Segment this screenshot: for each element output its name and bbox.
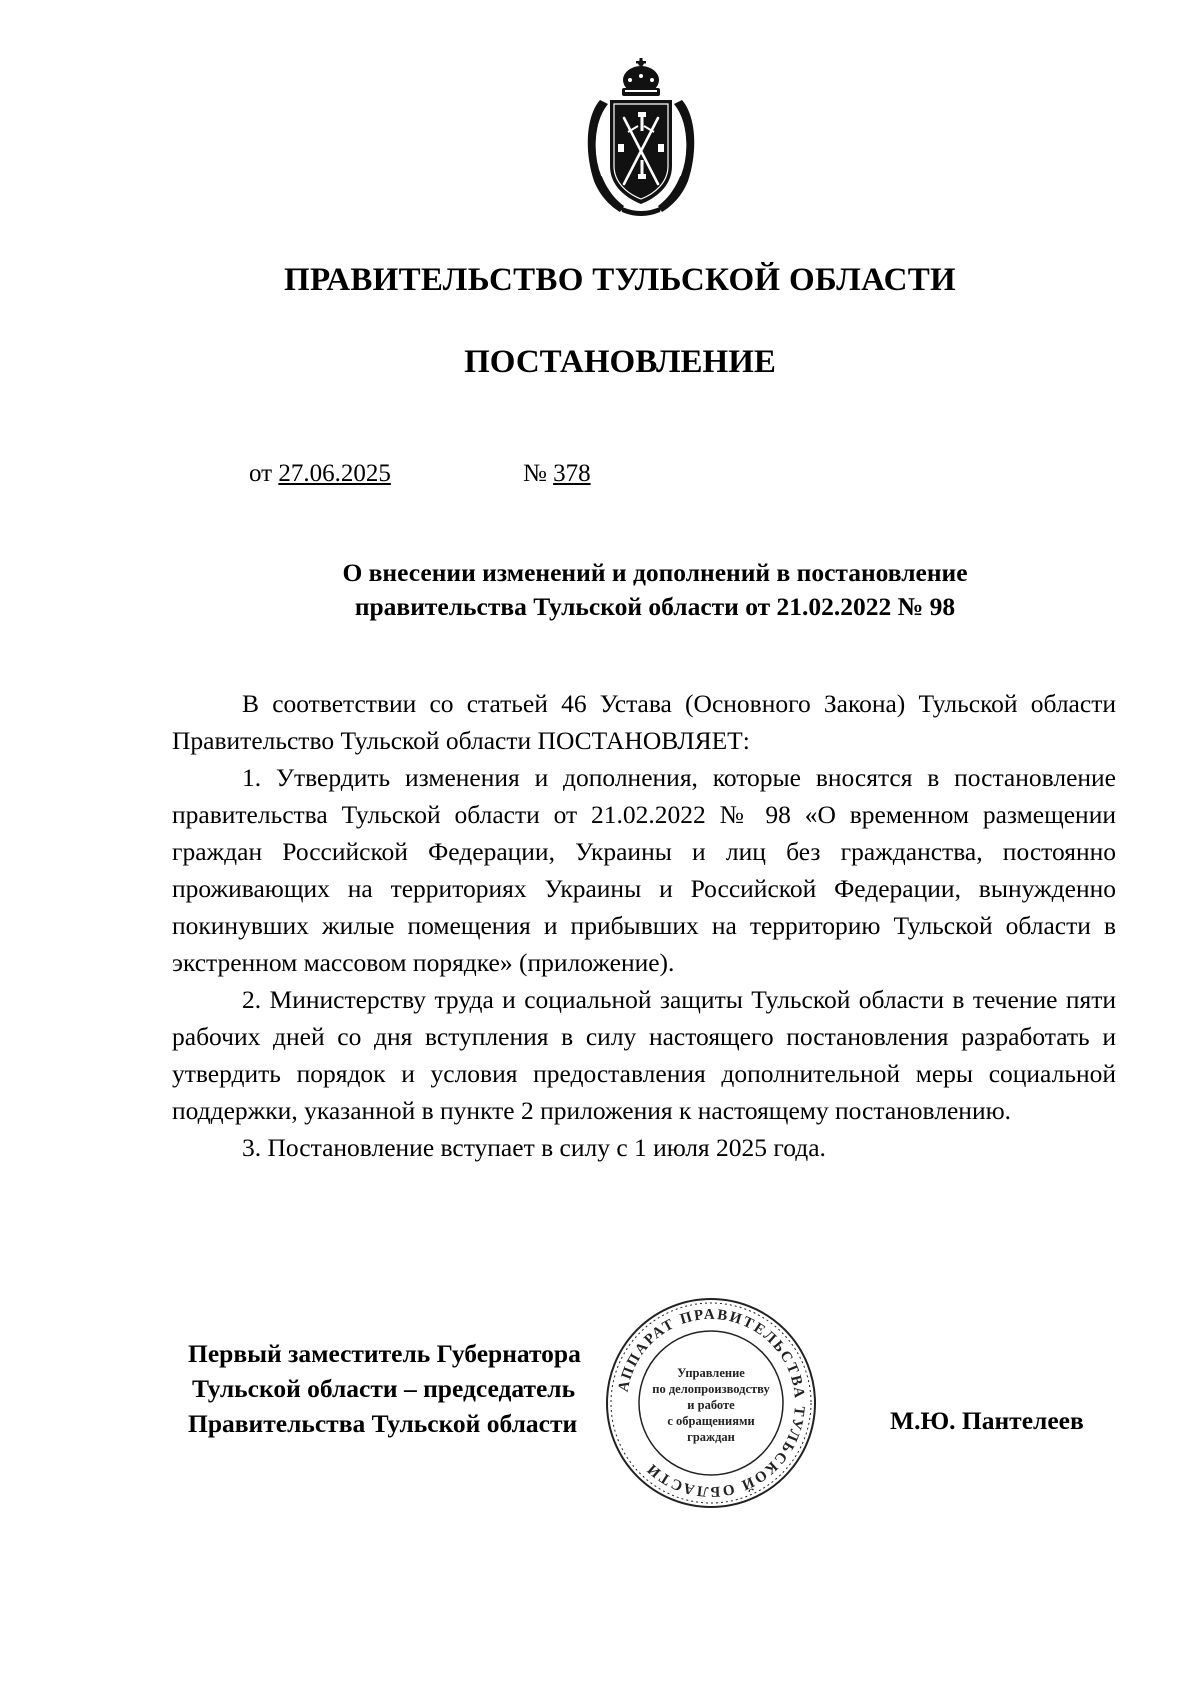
number-prefix: №	[523, 460, 547, 487]
document-subject	[170, 556, 1140, 624]
document-body	[172, 685, 1116, 1166]
registration-date	[249, 460, 391, 488]
seal-line-1: Управление	[677, 1366, 745, 1380]
registration-number	[523, 460, 591, 488]
document-type: ПОСТАНОВЛЕНИЕ	[464, 344, 776, 380]
seal-line-4: с обращениями	[667, 1414, 755, 1428]
organization-title: ПРАВИТЕЛЬСТВО ТУЛЬСКОЙ ОБЛАСТИ	[284, 262, 956, 298]
number-value: 378	[553, 460, 591, 487]
subject-line-2: правительства Тульской области от 21.02.2022 № 98	[354, 592, 956, 621]
signatory-position	[188, 1336, 581, 1441]
signatory-line-1: Первый заместитель Губернатора	[188, 1339, 581, 1368]
subject-line-1: О внесении изменений и дополнений в постановление	[342, 558, 968, 587]
date-value: 27.06.2025	[278, 460, 391, 487]
seal-line-5: граждан	[687, 1430, 735, 1444]
coat-of-arms-icon	[580, 56, 702, 218]
seal-line-3: и работе	[687, 1398, 735, 1412]
body-paragraph-1: 1. Утвердить изменения и дополнения, которые вносятся в постановление правительства Тульской области от 21.02.2022 № 98 «О временном размещении граждан Российской Федерации, Украины и лиц без гражданства, постоянно проживающих на территориях Украины и Российской Федерации, вынужденно покинувших жилые помещения и прибывших на территорию Тульской области в экстренном массовом порядке» (приложение).	[172, 763, 1116, 977]
seal-line-2: по делопроизводству	[652, 1382, 770, 1396]
signatory-line-2: Тульской области – председатель	[192, 1374, 576, 1403]
body-paragraph-preamble: В соответствии со статьей 46 Устава (Основного Закона) Тульской области Правительство Тульской области ПОСТАНОВЛЯЕТ:	[172, 689, 1116, 755]
seal-ring-text: АППАРАТ ПРАВИТЕЛЬСТВА ТУЛЬСКОЙ ОБЛАСТИ	[615, 1306, 808, 1500]
official-seal-stamp	[600, 1292, 822, 1514]
body-paragraph-2: 2. Министерству труда и социальной защиты Тульской области в течение пяти рабочих дней со дня вступления в силу настоящего постановления разработать и утвердить порядок и условия предоставления дополнительной меры социальной поддержки, указанной в пункте 2 приложения к настоящему постановлению.	[172, 985, 1116, 1125]
signatory-line-3: Правительства Тульской области	[188, 1409, 578, 1438]
date-prefix: от	[249, 460, 273, 487]
body-paragraph-3: 3. Постановление вступает в силу с 1 июля 2025 года.	[242, 1133, 826, 1162]
signatory-name: М.Ю. Пантелеев	[890, 1406, 1084, 1435]
